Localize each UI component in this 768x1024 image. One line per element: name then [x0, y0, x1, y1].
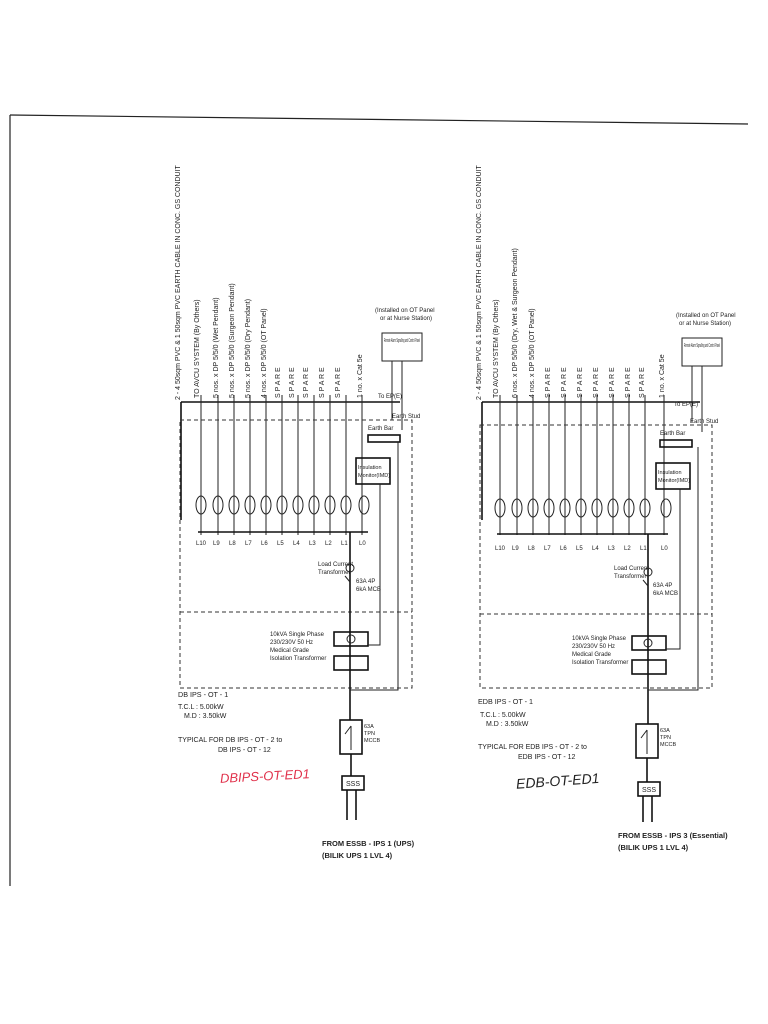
feeder-drop-lines [500, 395, 664, 535]
breaker-label: L2 [624, 546, 631, 552]
remote-alarm-panel-label: Remote Alarm Signalling and Control Panel [384, 338, 420, 344]
remote-alarm-panel-label: Remote Alarm Signalling and Control Panel [684, 343, 720, 349]
earth-bar [368, 435, 400, 442]
sss-label: SSS [642, 787, 657, 794]
mcb-4p-label: 63A 4P [653, 583, 673, 589]
source-line-2: (BILIK UPS 1 LVL 4) [618, 843, 689, 852]
to-ep-label: To EP(E) [378, 394, 403, 400]
earth-bar-label: Earth Bar [660, 431, 686, 437]
mccb-symbol [641, 730, 647, 754]
feeder-label: 5 nos. x DP 5/5/0 (Wet Pendant) [213, 297, 220, 398]
panel-db-ips-ot-1 [175, 164, 435, 860]
insulation-monitor-box [356, 458, 390, 484]
circuit-breaker-symbol [359, 496, 369, 514]
source-line-2: (BILIK UPS 1 LVL 4) [322, 851, 393, 860]
handwritten-note: EDB-OT-ED1 [515, 769, 600, 792]
transformer-label-3: Medical Grade [270, 648, 310, 654]
feeder-label: S P A R E [625, 367, 632, 398]
breaker-label: L3 [608, 546, 615, 552]
feeder-label: S P A R E [275, 367, 282, 398]
earth-return-line-2 [666, 489, 680, 649]
typical-note-2: DB IPS - OT - 12 [218, 747, 271, 754]
mccb-label-2: TPN [364, 731, 375, 737]
breaker-label: L7 [245, 541, 252, 547]
feeder-label: S P A R E [303, 367, 310, 398]
feeder-label: S P A R E [545, 367, 552, 398]
mccb-label-2: TPN [660, 735, 671, 741]
breaker-labels [495, 546, 668, 552]
sss-label: SSS [346, 781, 361, 788]
breaker-label: L4 [293, 541, 300, 547]
remote-panel-note-2: or at Nurse Station) [380, 316, 433, 322]
mccb-symbol [345, 726, 351, 750]
transformer-label-4: Isolation Transformer [572, 660, 629, 666]
transformer-label-2: 230/230V 50 Hz [270, 640, 314, 646]
feeder-label: 4 nos. x DP 5/5/0 (OT Panel) [529, 308, 536, 398]
breaker-label: L10 [196, 541, 207, 547]
mccb-label-3: MCCB [364, 738, 381, 744]
load-ct-label: Load Current [318, 562, 354, 568]
mccb-label-3: MCCB [660, 742, 677, 748]
isolation-transformer-secondary [334, 656, 368, 670]
breaker-label: L2 [325, 541, 332, 547]
feeder-label: 5 nos. x DP 5/5/0 (Surgeon Pendant) [229, 283, 236, 398]
breaker-label: L9 [213, 541, 220, 547]
frame-top-line [10, 115, 748, 124]
feeder-label: S P A R E [335, 367, 342, 398]
source-line-1: FROM ESSB - IPS 1 (UPS) [322, 839, 415, 848]
feeder-label: 1 no. x Cat 5e [357, 354, 364, 398]
handwritten-note: DBIPS-OT-ED1 [219, 766, 311, 786]
mccb-label: 63A [364, 724, 374, 730]
earth-stud-label: Earth Stud [392, 414, 421, 420]
feeder-label: S P A R E [639, 367, 646, 398]
remote-panel-note-2: or at Nurse Station) [679, 321, 732, 327]
earth-bar-label: Earth Bar [368, 426, 394, 432]
db-md: M.D : 3.50kW [184, 713, 227, 720]
mcb-4p-label-2: 6kA MCB [356, 587, 382, 593]
breaker-label: L9 [512, 546, 519, 552]
breaker-label: L1 [640, 546, 647, 552]
db-name: DB IPS - OT - 1 [178, 690, 229, 699]
transformer-label-2: 230/230V 50 Hz [572, 644, 616, 650]
transformer-label-3: Medical Grade [572, 652, 612, 658]
transformer-label-4: Isolation Transformer [270, 656, 327, 662]
load-ct-label-2: Transformer [318, 570, 351, 576]
db-tcl: T.C.L : 5.00kW [480, 712, 526, 719]
earth-bar [660, 440, 692, 447]
breaker-label: L5 [576, 546, 583, 552]
breaker-label: L5 [277, 541, 284, 547]
breaker-label: L4 [592, 546, 599, 552]
breaker-label: L8 [528, 546, 535, 552]
feeder-label: S P A R E [289, 367, 296, 398]
insulation-monitor-label: Insulation [658, 470, 682, 476]
feeder-label: 2 - 4 50sqm PVC & 1 50sqm PVC EARTH CABLE IN CONC. GS CONDUIT [175, 165, 182, 400]
source-line-1: FROM ESSB - IPS 3 (Essential) [618, 831, 728, 840]
insulation-monitor-label: Insulation [358, 465, 382, 471]
feeder-label: 2 - 4 50sqm PVC & 1 50sqm PVC EARTH CABLE IN CONC. GS CONDUIT [476, 165, 483, 400]
isolation-transformer-primary [632, 636, 666, 650]
breaker-label: L1 [341, 541, 348, 547]
insulation-monitor-box [656, 463, 690, 489]
feeder-label: TO AVCU SYSTEM (By Others) [194, 299, 201, 398]
db-md: M.D : 3.50kW [486, 721, 529, 728]
circuit-breaker-symbol [661, 499, 671, 517]
breaker-label: L7 [544, 546, 551, 552]
breaker-label: L6 [560, 546, 567, 552]
typical-note: TYPICAL FOR DB IPS - OT - 2 to [178, 737, 283, 744]
feeder-label: S P A R E [319, 367, 326, 398]
breaker-label: L6 [261, 541, 268, 547]
feeder-label: 4 nos. x DP 5/5/0 (OT Panel) [261, 308, 268, 398]
insulation-monitor-label-2: Monitor(IMD) [658, 478, 691, 484]
feeder-label: S P A R E [561, 367, 568, 398]
load-ct-label: Load Current [614, 566, 650, 572]
load-ct-label-2: Transformer [614, 574, 647, 580]
feeder-label: TO AVCU SYSTEM (By Others) [493, 299, 500, 398]
insulation-monitor-label-2: Monitor(IMD) [358, 473, 391, 479]
feeder-label: S P A R E [577, 367, 584, 398]
feeder-label: S P A R E [609, 367, 616, 398]
feeder-label: 1 no. x Cat 5e [659, 354, 666, 398]
breaker-label: L0 [661, 546, 668, 552]
earth-return-line-2 [368, 484, 380, 645]
panel-edb-ips-ot-1 [476, 164, 736, 852]
feeder-label: S P A R E [593, 367, 600, 398]
mcb-4p-label-2: 6kA MCB [653, 591, 679, 597]
remote-panel-note: (Installed on OT Panel [676, 313, 736, 319]
remote-panel-note: (Installed on OT Panel [375, 308, 435, 314]
breaker-label: L0 [359, 541, 366, 547]
earth-stud-label: Earth Stud [690, 419, 719, 425]
transformer-label: 10kVA Single Phase [270, 632, 324, 638]
transformer-label: 10kVA Single Phase [572, 636, 626, 642]
isolation-transformer-secondary [632, 660, 666, 674]
feeder-label: 5 nos. x DP 5/5/0 (Dry Pendant) [245, 298, 252, 398]
breaker-label: L8 [229, 541, 236, 547]
transformer-core-symbol [347, 635, 355, 643]
mccb-label: 63A [660, 728, 670, 734]
isolation-transformer-primary [334, 632, 368, 646]
feeder-label: 6 nos. x DP 5/5/0 (Dry, Wet & Surgeon Pendant) [512, 248, 519, 398]
typical-note: TYPICAL FOR EDB IPS - OT - 2 to [478, 744, 587, 751]
db-tcl: T.C.L : 5.00kW [178, 704, 224, 711]
mcb-4p-label: 63A 4P [356, 579, 376, 585]
breaker-labels [196, 541, 366, 547]
breaker-label: L3 [309, 541, 316, 547]
breaker-label: L10 [495, 546, 506, 552]
typical-note-2: EDB IPS - OT - 12 [518, 754, 576, 761]
to-ep-label: To EP(E) [674, 402, 699, 408]
db-name: EDB IPS - OT - 1 [478, 697, 533, 706]
